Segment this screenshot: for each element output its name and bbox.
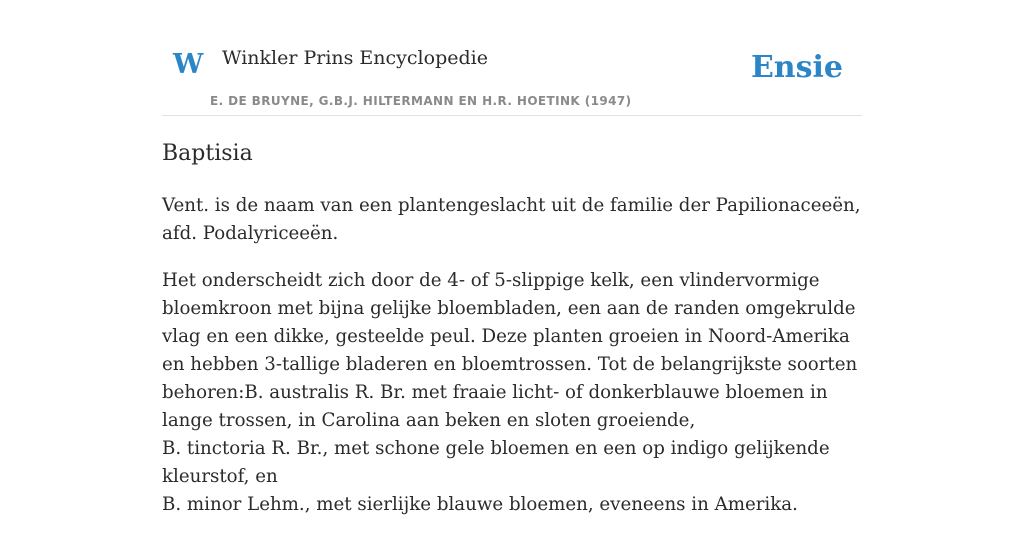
source-title[interactable]: Winkler Prins Encyclopedie xyxy=(222,47,488,69)
species-tinctoria: B. tinctoria R. Br., met schone gele bloemen en een op indigo gelijkende kleurstof, en xyxy=(162,438,830,487)
article-card xyxy=(162,0,862,515)
species-minor: B. minor Lehm., met sierlijke blauwe bloemen, eveneens in Amerika. xyxy=(162,494,798,515)
article-description xyxy=(162,267,862,519)
article-description-text: Het onderscheidt zich door de 4- of 5-slippige kelk, een vlindervormige bloemkroon met bijna gelijke bloembladen, een aan de randen omgekrulde vlag en een dikke, gesteelde peul. Deze planten groeien in Noord-Amerika en hebben 3-tallige bladeren en bloemtrossen. Tot de belangrijkste soorten behoren:B. australis R. Br. met fraaie licht- of donkerblauwe bloemen in lange trossen, in Carolina aan beken en sloten groeiende, xyxy=(162,270,858,431)
article-body xyxy=(162,192,862,538)
source-credit: E. DE BRUYNE, G.B.J. HILTERMANN EN H.R. HOETINK (1947) xyxy=(210,94,632,108)
article-intro: Vent. is de naam van een plantengeslacht uit de familie der Papilionaceeën, afd. Podalyriceeën. xyxy=(162,195,861,244)
source-header xyxy=(162,0,862,116)
article-title: Baptisia xyxy=(162,141,253,166)
winkler-prins-logo[interactable]: W xyxy=(173,49,204,80)
ensie-logo[interactable]: Ensie xyxy=(750,50,843,85)
